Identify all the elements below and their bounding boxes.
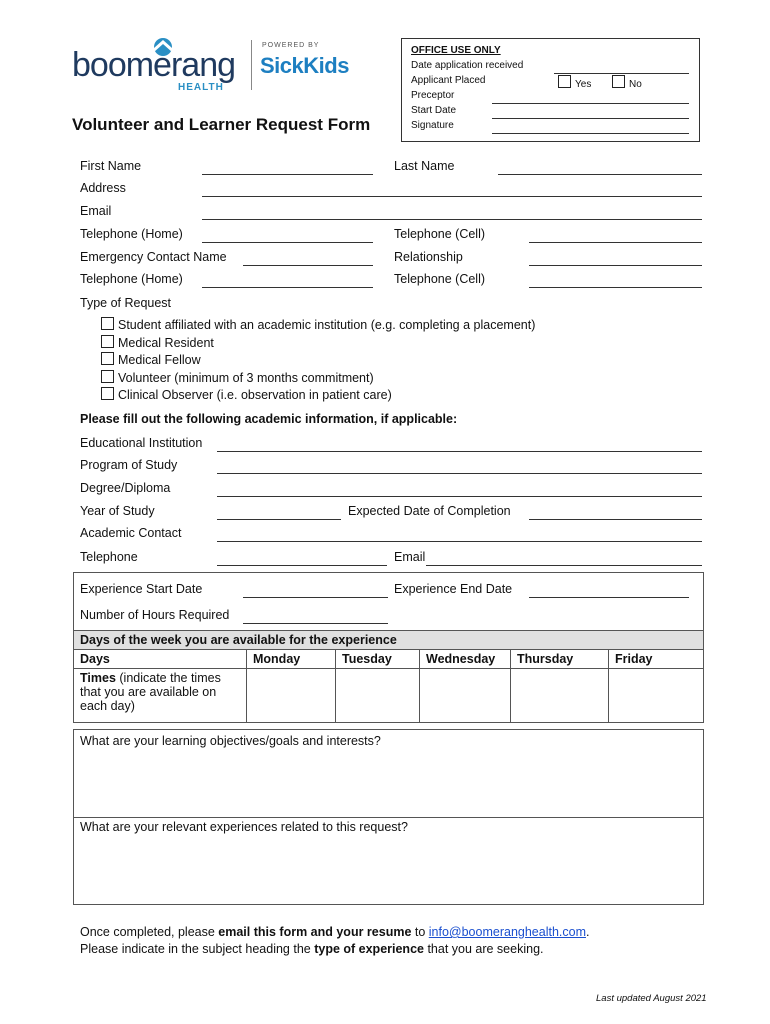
- request-type-label: Type of Request: [80, 296, 172, 310]
- yes-option[interactable]: Yes: [558, 75, 591, 90]
- email-field[interactable]: [202, 219, 702, 220]
- footer-line-1: Once completed, please email this form and your resume to info@boomeranghealth.com.: [80, 925, 590, 939]
- form-title: Volunteer and Learner Request Form: [72, 115, 371, 134]
- last-name-label: Last Name: [394, 159, 455, 173]
- office-title: OFFICE USE ONLY: [411, 45, 501, 56]
- tel-cell-label: Telephone (Cell): [394, 227, 486, 241]
- completion-label: Expected Date of Completion: [348, 504, 511, 518]
- tuesday-header: Tuesday: [336, 650, 420, 669]
- last-name-field[interactable]: [498, 174, 702, 175]
- partner-logo: SickKids: [260, 53, 349, 78]
- experiences-box[interactable]: [73, 816, 704, 905]
- monday-header: Monday: [247, 650, 336, 669]
- date-received-label: Date application received: [411, 60, 524, 71]
- email-label: Email: [80, 204, 112, 218]
- checkbox[interactable]: [101, 335, 114, 348]
- academic-email-field[interactable]: [426, 565, 702, 566]
- days-label: Days: [74, 650, 247, 669]
- wednesday-times-cell[interactable]: [420, 669, 511, 723]
- contact-field[interactable]: [217, 541, 702, 542]
- year-field[interactable]: [217, 519, 341, 520]
- institution-label: Educational Institution: [80, 436, 203, 450]
- request-option-fellow[interactable]: Medical Fellow: [101, 352, 535, 370]
- tel-cell-field[interactable]: [529, 242, 702, 243]
- footer-line-2: Please indicate in the subject heading the type of experience that you are seeking.: [80, 942, 544, 956]
- emergency-name-label: Emergency Contact Name: [80, 250, 227, 264]
- yes-checkbox[interactable]: [558, 75, 571, 88]
- logo-brand: boomerang: [72, 46, 236, 84]
- date-received-field[interactable]: [554, 73, 689, 74]
- last-updated: Last updated August 2021: [596, 993, 707, 1004]
- friday-times-cell[interactable]: [609, 669, 704, 723]
- no-option[interactable]: No: [612, 75, 642, 90]
- friday-header: Friday: [609, 650, 704, 669]
- address-label: Address: [80, 181, 126, 195]
- experience-box: [73, 572, 704, 632]
- signature-label: Signature: [411, 120, 454, 131]
- program-field[interactable]: [217, 473, 702, 474]
- address-field[interactable]: [202, 196, 702, 197]
- checkbox[interactable]: [101, 370, 114, 383]
- tel-cell2-field[interactable]: [529, 287, 702, 288]
- relationship-label: Relationship: [394, 250, 463, 264]
- boomerang-logo: [72, 34, 247, 94]
- exp-start-field[interactable]: [243, 597, 388, 598]
- times-label: Times (indicate the times that you are available on each day): [74, 669, 247, 723]
- emergency-name-field[interactable]: [243, 265, 373, 266]
- degree-field[interactable]: [217, 496, 702, 497]
- institution-field[interactable]: [217, 451, 702, 452]
- contact-label: Academic Contact: [80, 526, 182, 540]
- academic-email-label: Email: [394, 550, 426, 564]
- hours-field[interactable]: [243, 623, 388, 624]
- request-option-volunteer[interactable]: Volunteer (minimum of 3 months commitment): [101, 370, 535, 388]
- tel-home2-label: Telephone (Home): [80, 272, 183, 286]
- wednesday-header: Wednesday: [420, 650, 511, 669]
- powered-by-label: POWERED BY: [262, 42, 320, 49]
- email-link[interactable]: info@boomeranghealth.com: [428, 925, 586, 939]
- first-name-label: First Name: [80, 159, 142, 173]
- academic-telephone-field[interactable]: [217, 565, 387, 566]
- relationship-field[interactable]: [529, 265, 702, 266]
- checkbox[interactable]: [101, 387, 114, 400]
- preceptor-field[interactable]: [492, 103, 689, 104]
- request-option-resident[interactable]: Medical Resident: [101, 335, 535, 353]
- degree-label: Degree/Diploma: [80, 481, 171, 495]
- tel-home2-field[interactable]: [202, 287, 373, 288]
- program-label: Program of Study: [80, 458, 178, 472]
- tel-home-label: Telephone (Home): [80, 227, 183, 241]
- availability-table: [73, 630, 704, 723]
- checkbox[interactable]: [101, 352, 114, 365]
- hours-label: Number of Hours Required: [80, 608, 230, 622]
- academic-telephone-label: Telephone: [80, 550, 138, 564]
- objectives-box[interactable]: [73, 729, 704, 818]
- thursday-times-cell[interactable]: [511, 669, 609, 723]
- thursday-header: Thursday: [511, 650, 609, 669]
- exp-start-label: Experience Start Date: [80, 582, 203, 596]
- experiences-question: What are your relevant experiences related to this request?: [80, 820, 408, 834]
- preceptor-label: Preceptor: [411, 90, 455, 101]
- no-checkbox[interactable]: [612, 75, 625, 88]
- signature-field[interactable]: [492, 133, 689, 134]
- checkbox[interactable]: [101, 317, 114, 330]
- exp-end-field[interactable]: [529, 597, 689, 598]
- monday-times-cell[interactable]: [247, 669, 336, 723]
- first-name-field[interactable]: [202, 174, 373, 175]
- exp-end-label: Experience End Date: [394, 582, 513, 596]
- start-date-field[interactable]: [492, 118, 689, 119]
- academic-heading: Please fill out the following academic information, if applicable:: [80, 412, 458, 426]
- request-option-student[interactable]: Student affiliated with an academic institution (e.g. completing a placement): [101, 317, 535, 335]
- request-option-observer[interactable]: Clinical Observer (i.e. observation in patient care): [101, 387, 535, 405]
- office-use-box: [401, 38, 700, 142]
- availability-heading: Days of the week you are available for the experience: [74, 631, 704, 650]
- applicant-placed-label: Applicant Placed: [411, 75, 486, 86]
- logo-divider: [251, 40, 252, 90]
- completion-field[interactable]: [529, 519, 702, 520]
- start-date-label: Start Date: [411, 105, 457, 116]
- request-options: [101, 317, 535, 405]
- year-label: Year of Study: [80, 504, 155, 518]
- objectives-question: What are your learning objectives/goals and interests?: [80, 734, 381, 748]
- tel-home-field[interactable]: [202, 242, 373, 243]
- tuesday-times-cell[interactable]: [336, 669, 420, 723]
- logo-sub: HEALTH: [178, 82, 224, 93]
- tel-cell2-label: Telephone (Cell): [394, 272, 486, 286]
